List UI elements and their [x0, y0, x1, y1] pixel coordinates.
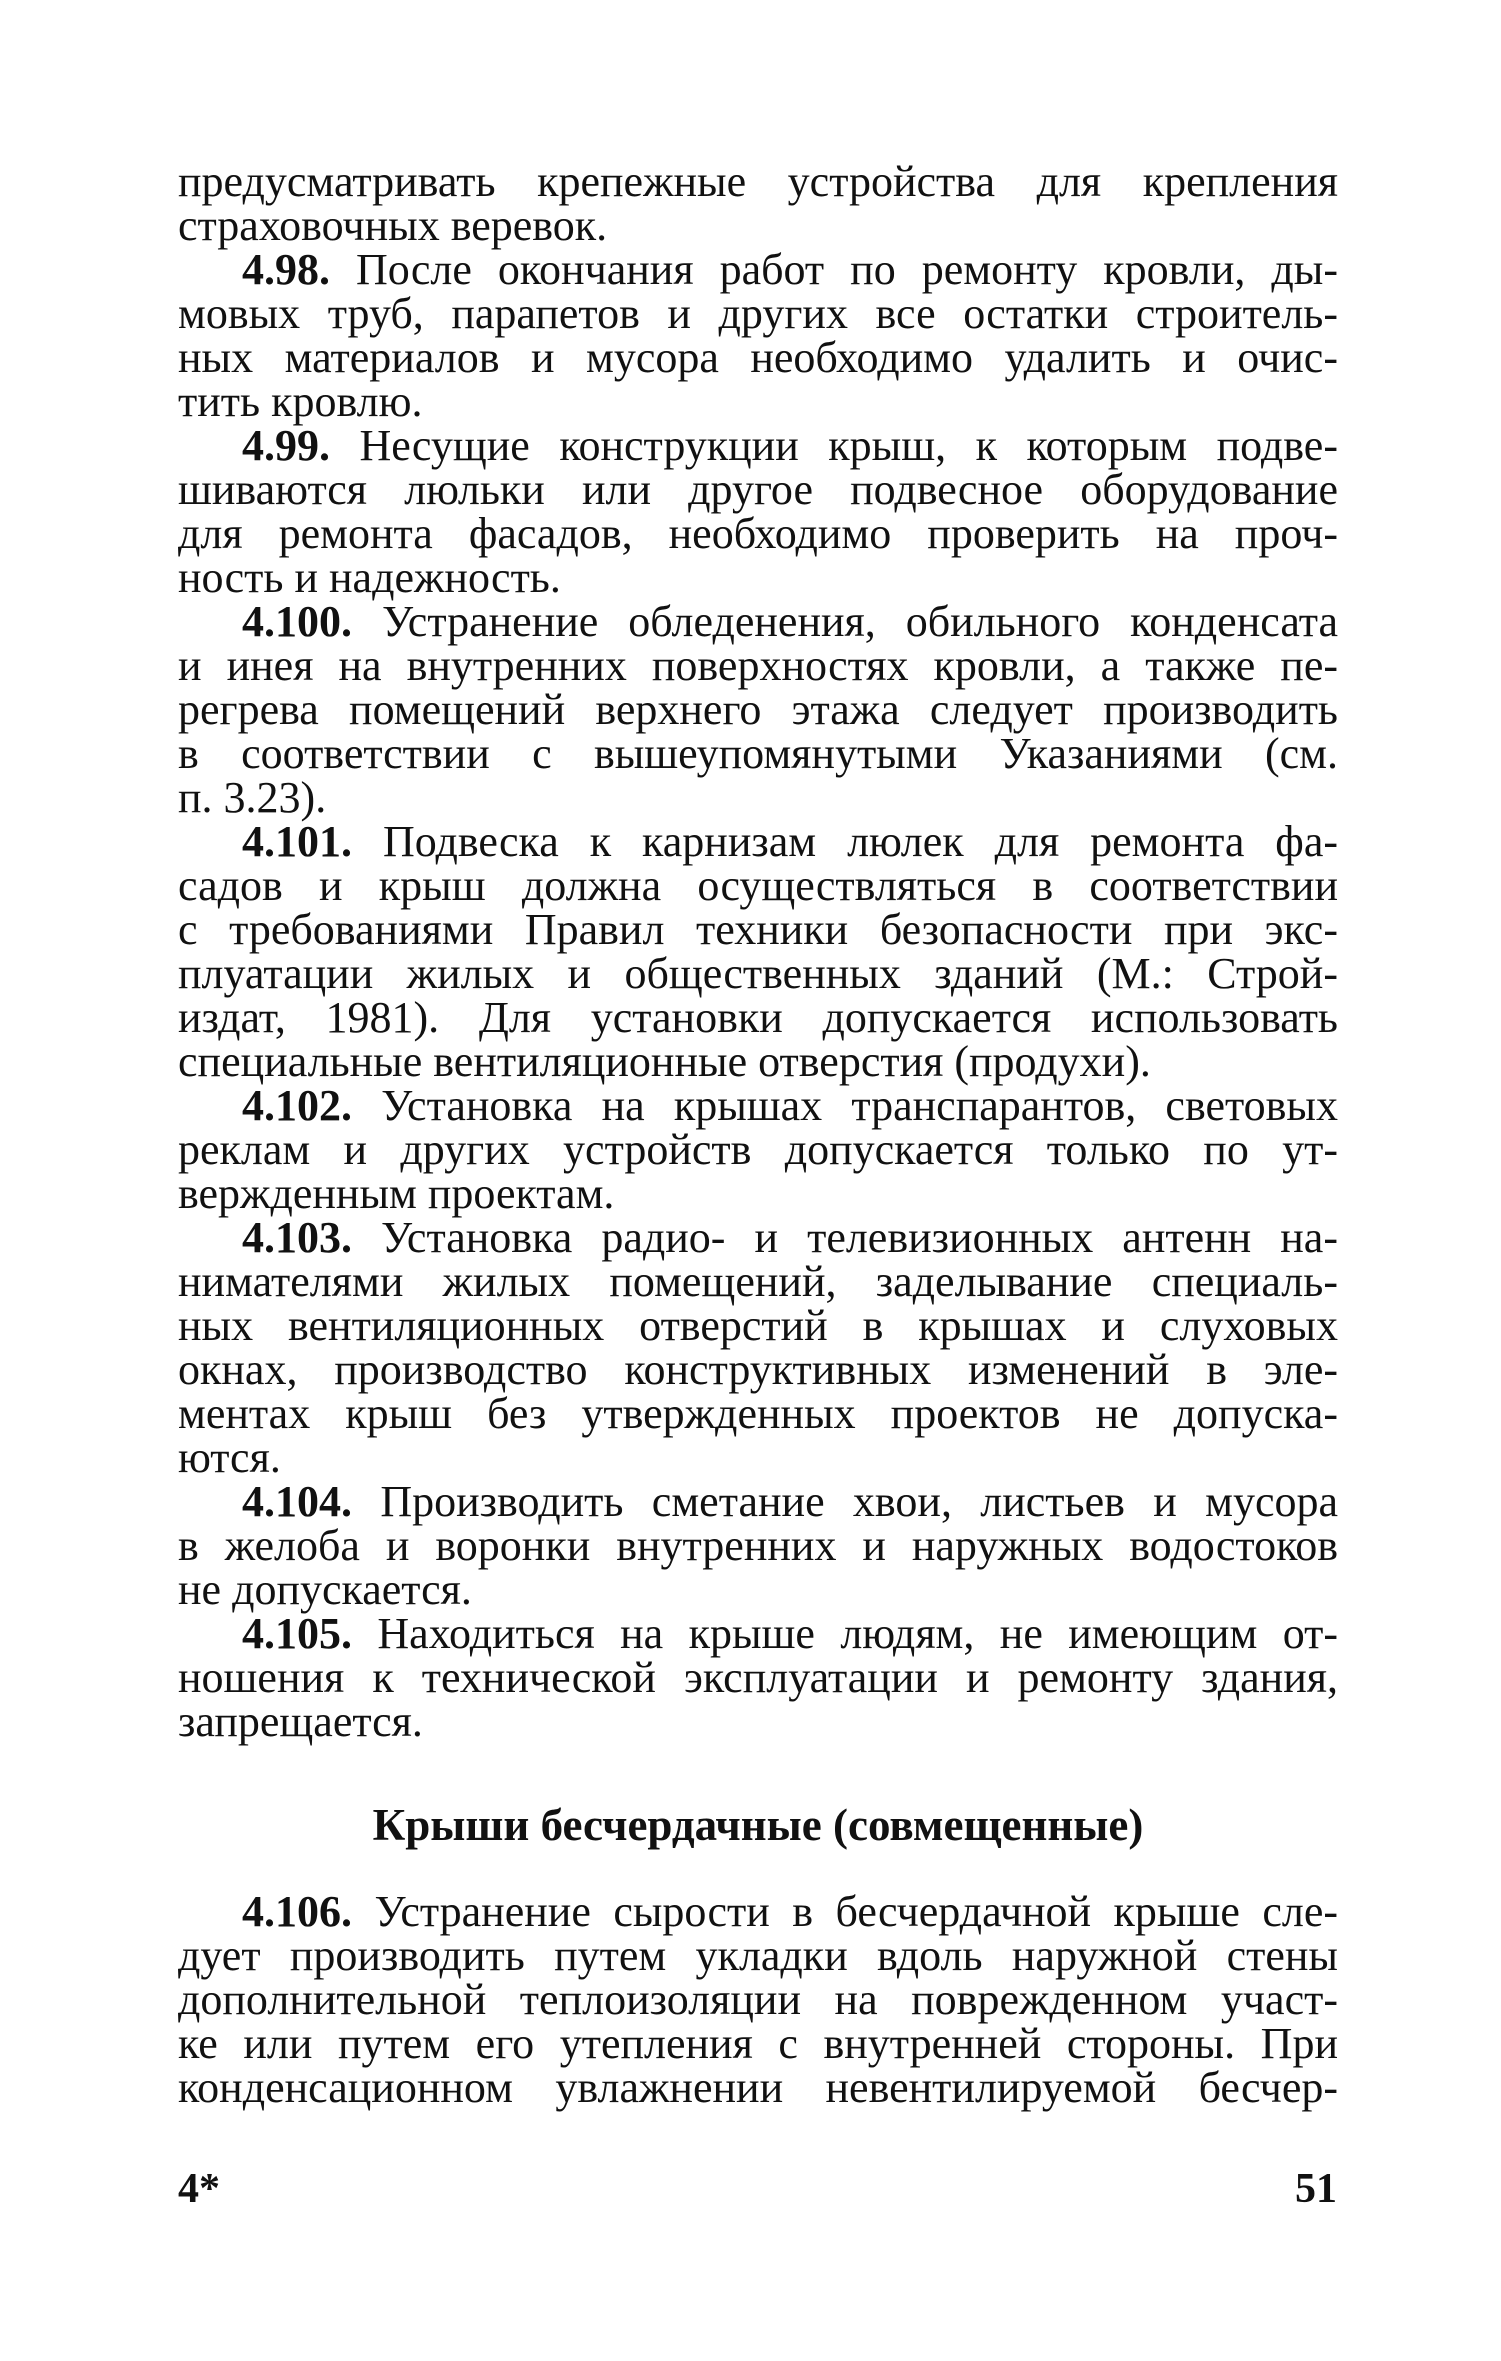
- paragraph-number: 4.102.: [242, 1081, 352, 1130]
- text-line: [178, 1521, 1338, 1570]
- paragraph: [178, 597, 1338, 822]
- line-text: дополнительной теплоизоляции на поврежденном участ-: [178, 1975, 1338, 2024]
- line-text: в соответствии с вышеупомянутыми Указаниями (см.: [178, 729, 1338, 778]
- line-text: ментах крыш без утвержденных проектов не допуска-: [178, 1389, 1338, 1438]
- line-text: Устранение сырости в бесчердачной крыше сле-: [374, 1887, 1338, 1936]
- line-text: Несущие конструкции крыш, к которым подве-: [359, 421, 1338, 470]
- line-text: Находиться на крыше людям, не имеющим от-: [377, 1609, 1338, 1658]
- line-text: ность и надежность.: [178, 553, 561, 602]
- paragraph: [178, 817, 1339, 1086]
- text-line: [178, 729, 1338, 778]
- line-text: запрещается.: [178, 1697, 423, 1746]
- text-line: [178, 465, 1338, 514]
- text-line: [178, 1477, 1339, 1526]
- text-line: [178, 1301, 1338, 1350]
- paragraph: [178, 1609, 1338, 1746]
- paragraph-number: 4.104.: [242, 1477, 352, 1526]
- line-text: не допускается.: [178, 1565, 472, 1614]
- line-text: После окончания работ по ремонту кровли, ды-: [356, 245, 1338, 294]
- line-text: ных вентиляционных отверстий в крышах и слуховых: [178, 1301, 1338, 1350]
- paragraph: [178, 421, 1338, 602]
- text-line: [178, 905, 1338, 954]
- line-text: предусматривать крепежные устройства для крепления: [178, 157, 1338, 206]
- text-line: [178, 1653, 1338, 1702]
- line-text: реклам и других устройств допускается только по ут-: [178, 1125, 1338, 1174]
- text-line: [178, 1389, 1338, 1438]
- text-line: [178, 949, 1338, 998]
- line-text: ются.: [178, 1433, 281, 1482]
- line-text: дует производить путем укладки вдоль наружной стены: [178, 1931, 1338, 1980]
- text-line: [178, 1975, 1338, 2024]
- line-text: плуатации жилых и общественных зданий (М.: Строй-: [178, 949, 1338, 998]
- text-line: [178, 641, 1338, 690]
- line-text: Производить сметание хвои, листьев и мусора: [380, 1477, 1339, 1526]
- text-line: [178, 1931, 1338, 1980]
- text-block-bottom: [178, 1887, 1338, 2112]
- section-heading: Крыши бесчердачные (совмещенные): [372, 1800, 1144, 1850]
- paragraph: [178, 1213, 1338, 1482]
- line-text: Подвеска к карнизам люлек для ремонта фа-: [382, 817, 1339, 866]
- text-line: [178, 861, 1338, 910]
- text-line: [178, 289, 1338, 338]
- line-text: регрева помещений верхнего этажа следует производить: [178, 685, 1338, 734]
- text-line: [178, 1169, 1338, 1218]
- line-text: Установка радио- и телевизионных антенн на-: [381, 1213, 1338, 1262]
- paragraph-number: 4.98.: [242, 245, 330, 294]
- text-line: [178, 817, 1339, 866]
- text-line: [178, 1037, 1338, 1086]
- text-line: [178, 993, 1338, 1042]
- paragraph: [178, 245, 1338, 426]
- text-line: [178, 1433, 1338, 1482]
- line-text: специальные вентиляционные отверстия (продухи).: [178, 1037, 1151, 1086]
- text-line: [178, 1257, 1338, 1306]
- line-text: в желоба и воронки внутренних и наружных водостоков: [178, 1521, 1338, 1570]
- line-text: ношения к технической эксплуатации и ремонту здания,: [178, 1653, 1338, 1702]
- text-line: [178, 1565, 1338, 1614]
- text-line: [178, 377, 1338, 426]
- line-text: страховочных веревок.: [178, 201, 608, 250]
- text-line: [178, 773, 1338, 822]
- line-text: для ремонта фасадов, необходимо проверить на проч-: [178, 509, 1338, 558]
- text-line: [178, 157, 1338, 206]
- line-text: ных материалов и мусора необходимо удалить и очис-: [178, 333, 1338, 382]
- text-line: [178, 597, 1338, 646]
- text-line: [178, 2019, 1338, 2068]
- page-body: [178, 157, 1339, 2112]
- line-text: окнах, производство конструктивных изменений в эле-: [178, 1345, 1338, 1394]
- line-text: шиваются люльки или другое подвесное оборудование: [178, 465, 1338, 514]
- line-text: нимателями жилых помещений, заделывание специаль-: [178, 1257, 1338, 1306]
- text-line: [178, 1125, 1338, 1174]
- paragraph-number: 4.100.: [242, 597, 352, 646]
- text-block-top: [178, 157, 1339, 1746]
- paragraph-number: 4.106.: [242, 1887, 352, 1936]
- paragraph-number: 4.99.: [242, 421, 330, 470]
- paragraph: [178, 1081, 1338, 1218]
- text-line: [178, 1697, 1338, 1746]
- text-line: [178, 2063, 1338, 2112]
- text-line: [178, 421, 1338, 470]
- text-line: [178, 1345, 1338, 1394]
- page-number: 51: [1295, 2166, 1337, 2212]
- paragraph-number: 4.103.: [242, 1213, 352, 1262]
- line-text: тить кровлю.: [178, 377, 423, 426]
- line-text: садов и крыш должна осуществляться в соответствии: [178, 861, 1338, 910]
- line-text: ке или путем его утепления с внутренней стороны. При: [178, 2019, 1338, 2068]
- paragraph: [178, 1887, 1338, 2112]
- line-text: конденсационном увлажнении невентилируемой бесчер-: [178, 2063, 1338, 2112]
- text-line: [178, 333, 1338, 382]
- text-line: [178, 509, 1338, 558]
- line-text: вержденным проектам.: [178, 1169, 615, 1218]
- text-line: [178, 1081, 1338, 1130]
- line-text: издат, 1981). Для установки допускается использовать: [178, 993, 1338, 1042]
- paragraph-number: 4.105.: [242, 1609, 352, 1658]
- paragraph-number: 4.101.: [242, 817, 352, 866]
- text-line: [178, 1213, 1338, 1262]
- line-text: и инея на внутренних поверхностях кровли, а также пе-: [178, 641, 1338, 690]
- line-text: с требованиями Правил техники безопасности при экс-: [178, 905, 1338, 954]
- text-line: [178, 245, 1338, 294]
- paragraph: [178, 157, 1338, 250]
- line-text: Устранение обледенения, обильного конденсата: [381, 597, 1338, 646]
- line-text: п. 3.23).: [178, 773, 327, 822]
- line-text: Установка на крышах транспарантов, световых: [381, 1081, 1338, 1130]
- text-line: [178, 201, 1338, 250]
- text-line: [178, 1609, 1338, 1658]
- line-text: мовых труб, парапетов и других все остатки строитель-: [178, 289, 1338, 338]
- text-line: [178, 1887, 1338, 1936]
- text-line: [178, 553, 1338, 602]
- paragraph: [178, 1477, 1339, 1614]
- text-line: [178, 685, 1338, 734]
- signature-mark: 4*: [178, 2166, 220, 2212]
